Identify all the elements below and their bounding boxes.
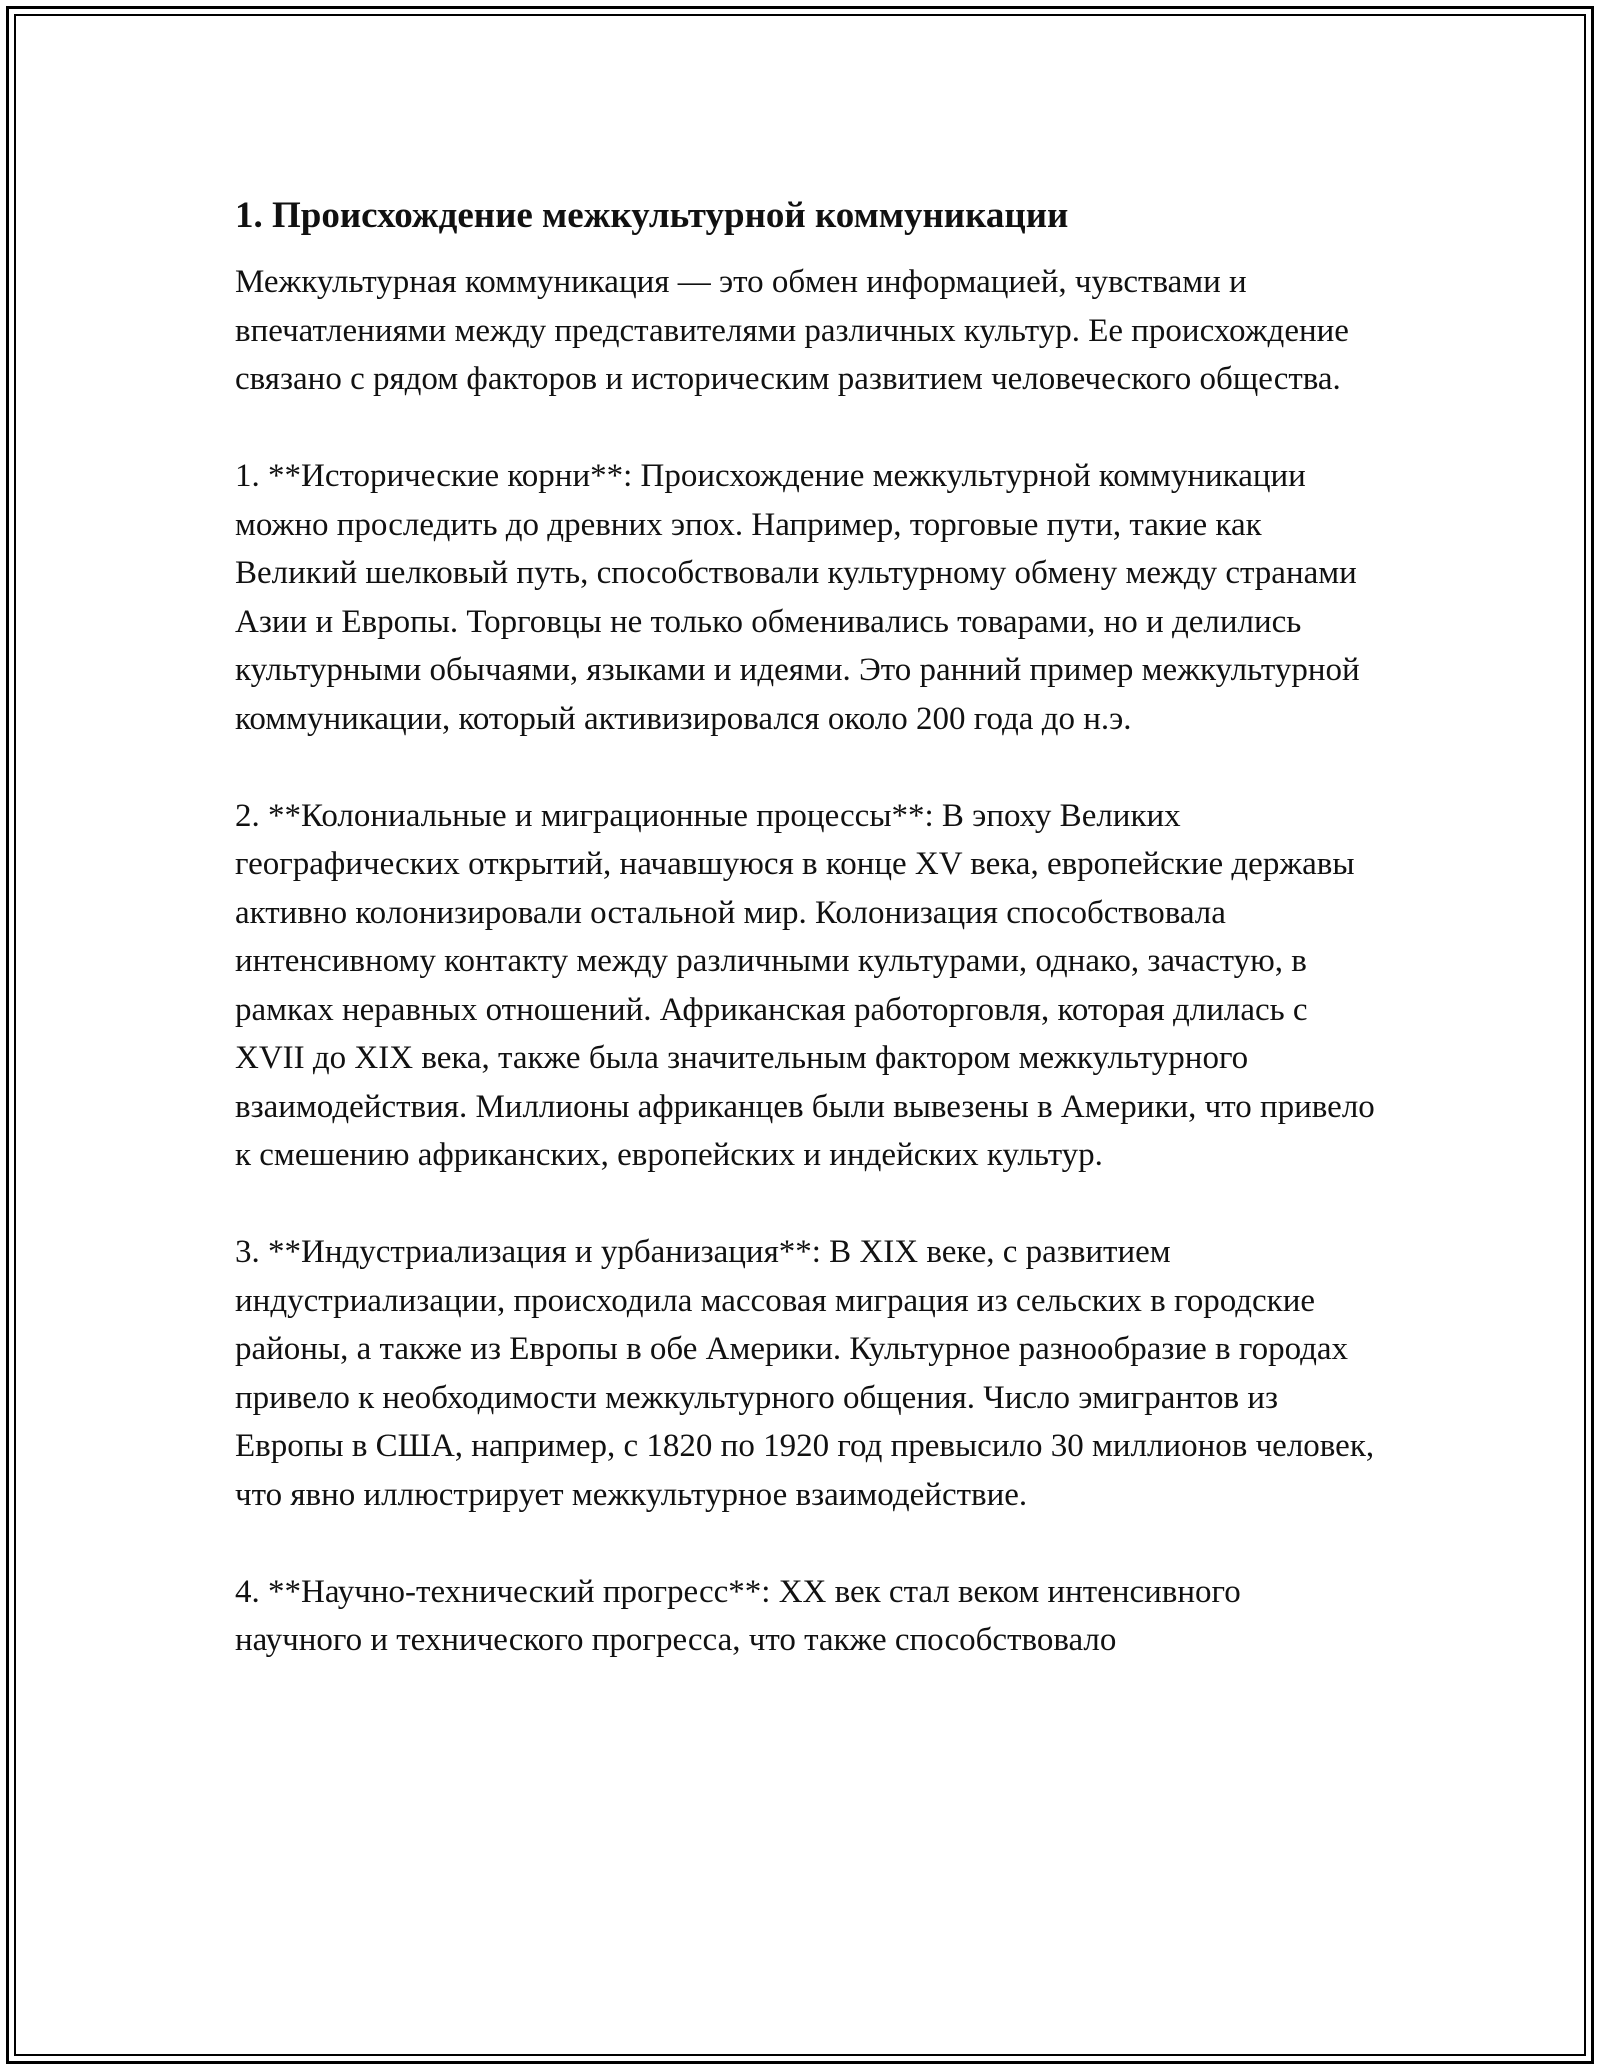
document-page: [235, 185, 1375, 1665]
paragraph-industrialization: 3. **Индустриализация и урбанизация**: В XIX веке, с развитием индустриализации, происходила массовая миграция из сельских в городские районы, а также из Европы в обе Америки. Культурное разнообразие в городах привело к необходимости межкультурного общения. Число эмигрантов из Европы в США, например, с 1820 по 1920 год превысило 30 миллионов человек, что явно иллюстрирует межкультурное взаимодействие.: [235, 1234, 1375, 1513]
paragraph-intro: Межкультурная коммуникация — это обмен информацией, чувствами и впечатлениями между представителями различных культур. Ее происхождение связано с рядом факторов и историческим развитием человеческого общества.: [235, 264, 1349, 397]
document-title: 1. Происхождение межкультурной коммуникации: [235, 195, 1069, 236]
paragraph-historical-roots: 1. **Исторические корни**: Происхождение межкультурной коммуникации можно проследить до древних эпох. Например, торговые пути, такие как Великий шелковый путь, способствовали культурному обмену между странами Азии и Европы. Торговцы не только обменивались товарами, но и делились культурными обычаями, языками и идеями. Это ранний пример межкультурной коммуникации, который активизировался около 200 года до н.э.: [235, 458, 1360, 737]
paragraph-scientific-progress: 4. **Научно-технический прогресс**: XX век стал веком интенсивного научного и технического прогресса, что также способствовало: [235, 1573, 1241, 1658]
paragraph-colonial-migration: 2. **Колониальные и миграционные процессы**: В эпоху Великих географических открытий, начавшуюся в конце XV века, европейские державы активно колонизировали остальной мир. Колонизация способствовала интенсивному контакту между различными культурами, однако, зачастую, в рамках неравных отношений. Африканская работорговля, которая длилась с XVII до XIX века, также была значительным фактором межкультурного взаимодействия. Миллионы африканцев были вывезены в Америки, что привело к смешению африканских, европейских и индейских культур.: [235, 797, 1375, 1173]
